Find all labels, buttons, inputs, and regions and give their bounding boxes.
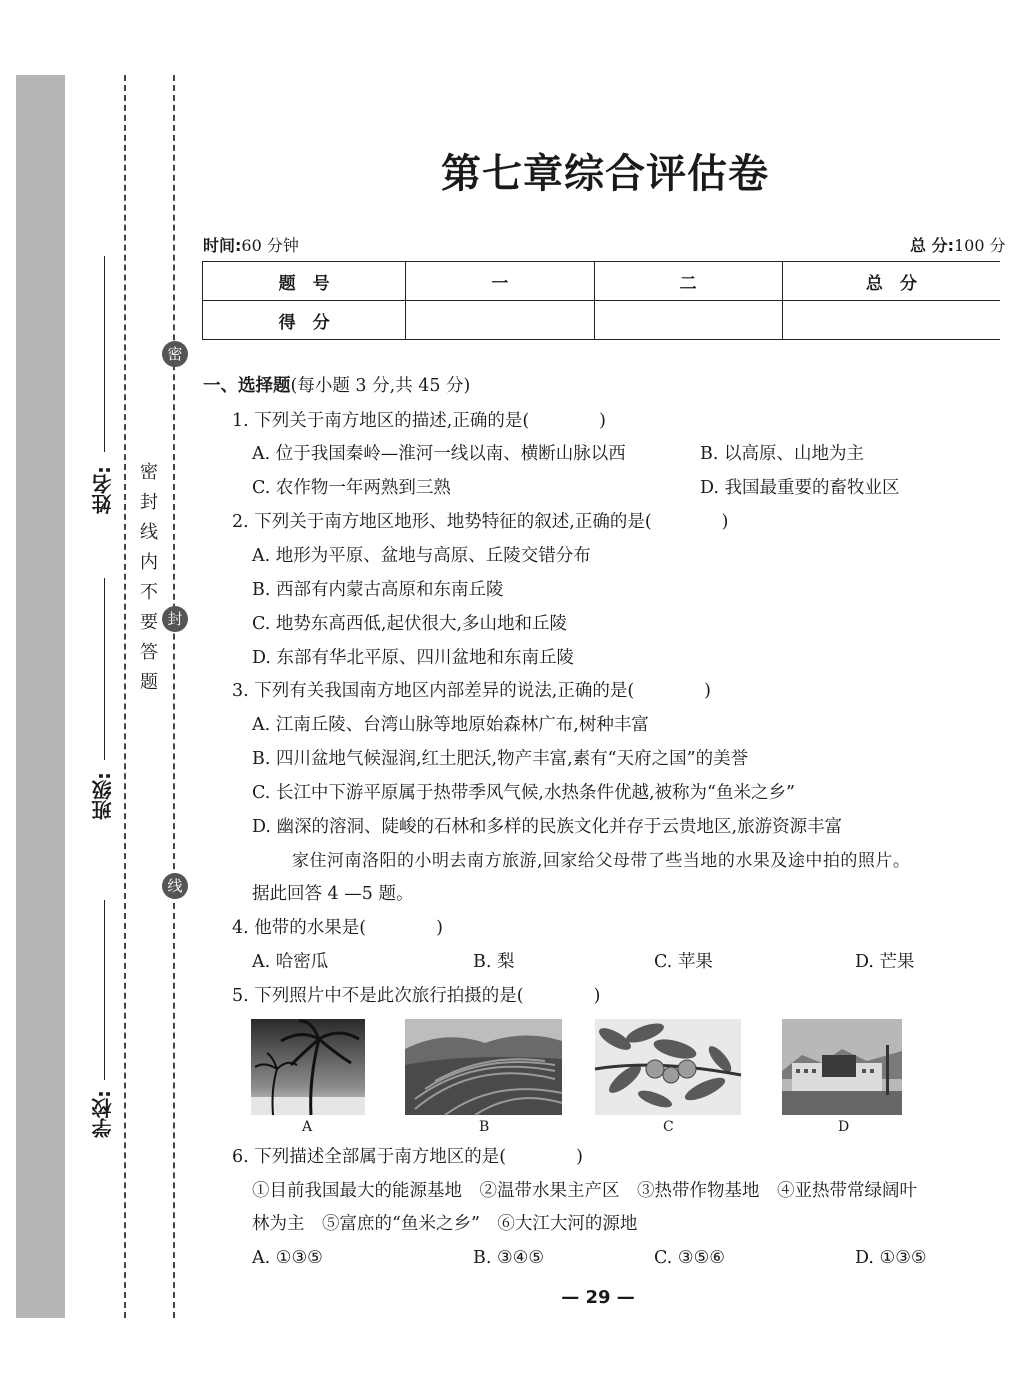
q4-option-b[interactable]: B. 梨	[473, 952, 515, 972]
q6-stem: 6. 下列描述全部属于南方地区的是( )	[232, 1147, 583, 1167]
q4-option-a[interactable]: A. 哈密瓜	[252, 952, 329, 972]
photo-label-b: B	[479, 1119, 490, 1135]
q4-option-d[interactable]: D. 芒果	[855, 952, 915, 972]
score-row	[203, 301, 1001, 340]
total-label: 总 分:	[910, 236, 954, 255]
q6-option-a[interactable]: A. ①③⑤	[252, 1248, 323, 1268]
cell-question-no: 题 号	[203, 262, 406, 301]
dashed-line-outer	[124, 75, 126, 1318]
name-label: 姓名:	[91, 466, 115, 514]
total-value: 100 分	[953, 236, 1006, 255]
cell-score-2[interactable]	[594, 301, 782, 340]
q1-option-a[interactable]: A. 位于我国秦岭—淮河一线以南、横断山脉以西	[252, 444, 626, 464]
score-table	[202, 261, 1000, 340]
class-blank	[104, 578, 105, 760]
school-blank	[104, 900, 105, 1080]
section-note: (每小题 3 分,共 45 分)	[290, 376, 471, 396]
page-title: 第七章综合评估卷	[441, 150, 769, 197]
time-info	[203, 233, 299, 256]
dashed-line-inner	[173, 75, 175, 1318]
q1-stem: 1. 下列关于南方地区的描述,正确的是( )	[232, 411, 606, 431]
photo-label-a: A	[302, 1119, 313, 1135]
cell-score-label: 得 分	[203, 301, 406, 340]
time-label: 时间:	[203, 236, 242, 255]
binding-strip	[16, 75, 65, 1318]
passage-line-1: 家住河南洛阳的小明去南方旅游,回家给父母带了些当地的水果及途中拍的照片。	[292, 851, 911, 871]
q3-option-a[interactable]: A. 江南丘陵、台湾山脉等地原始森林广布,树种丰富	[252, 715, 649, 735]
q2-stem: 2. 下列关于南方地区地形、地势特征的叙述,正确的是( )	[232, 512, 729, 532]
q1-option-c[interactable]: C. 农作物一年两熟到三熟	[252, 478, 451, 498]
q6-statements-line-2: 林为主 ⑤富庶的“鱼米之乡” ⑥大江大河的源地	[252, 1214, 638, 1234]
score-header-row	[203, 262, 1001, 301]
q3-option-d[interactable]: D. 幽深的溶洞、陡峻的石林和多样的民族文化并存于云贵地区,旅游资源丰富	[252, 817, 843, 837]
q6-statements-line-1: ①目前我国最大的能源基地 ②温带水果主产区 ③热带作物基地 ④亚热带常绿阔叶	[252, 1181, 917, 1201]
photo-b-tea-terraces	[405, 1019, 562, 1115]
q3-option-c[interactable]: C. 长江中下游平原属于热带季风气候,水热条件优越,被称为“鱼米之乡”	[252, 783, 795, 803]
class-label: 班级:	[91, 772, 115, 820]
q2-option-c[interactable]: C. 地势东高西低,起伏很大,多山地和丘陵	[252, 614, 568, 634]
passage-line-2: 据此回答 4 —5 题。	[252, 884, 414, 904]
q3-stem: 3. 下列有关我国南方地区内部差异的说法,正确的是( )	[232, 681, 711, 701]
section-title: 一、选择题	[203, 376, 291, 396]
photo-label-c: C	[663, 1119, 674, 1135]
photo-c-fruit-branch	[595, 1019, 741, 1115]
q2-option-d[interactable]: D. 东部有华北平原、四川盆地和东南丘陵	[252, 648, 575, 668]
page-number: — 29 —	[561, 1287, 635, 1308]
q4-stem: 4. 他带的水果是( )	[232, 918, 443, 938]
q2-option-a[interactable]: A. 地形为平原、盆地与高原、丘陵交错分布	[252, 546, 591, 566]
q1-option-d[interactable]: D. 我国最重要的畜牧业区	[700, 478, 900, 498]
cell-score-1[interactable]	[406, 301, 594, 340]
cell-part-2: 二	[594, 262, 782, 301]
seal-xian: 线	[162, 873, 188, 899]
total-info	[910, 233, 1006, 256]
q6-option-c[interactable]: C. ③⑤⑥	[654, 1248, 725, 1268]
q4-option-c[interactable]: C. 苹果	[654, 952, 713, 972]
photo-d-palace	[782, 1019, 902, 1115]
binding-warning: 密封线内不要答题	[137, 462, 158, 702]
section-heading	[203, 374, 470, 398]
photo-label-d: D	[838, 1119, 850, 1135]
school-label: 学校:	[91, 1090, 115, 1138]
cell-part-1: 一	[406, 262, 594, 301]
q2-option-b[interactable]: B. 西部有内蒙古高原和东南丘陵	[252, 580, 504, 600]
q5-stem: 5. 下列照片中不是此次旅行拍摄的是( )	[232, 986, 601, 1006]
seal-feng: 封	[162, 606, 188, 632]
q1-option-b[interactable]: B. 以高原、山地为主	[700, 444, 864, 464]
seal-mi: 密	[162, 341, 188, 367]
cell-score-total[interactable]	[782, 301, 1000, 340]
q6-option-b[interactable]: B. ③④⑤	[473, 1248, 545, 1268]
photo-a-palm-beach	[251, 1019, 365, 1115]
q6-option-d[interactable]: D. ①③⑤	[855, 1248, 927, 1268]
q3-option-b[interactable]: B. 四川盆地气候湿润,红土肥沃,物产丰富,素有“天府之国”的美誉	[252, 749, 749, 769]
cell-total: 总 分	[782, 262, 1000, 301]
name-blank	[104, 256, 105, 452]
time-value: 60 分钟	[241, 236, 299, 255]
